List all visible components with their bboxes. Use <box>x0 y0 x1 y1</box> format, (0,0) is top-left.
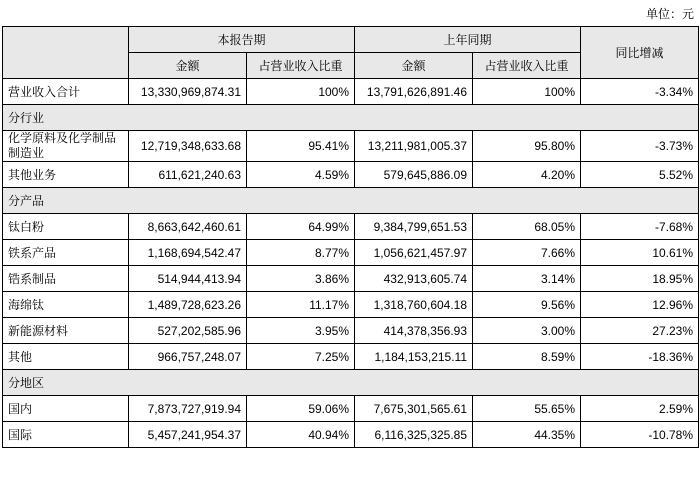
row-prior-share: 9.56% <box>473 292 581 318</box>
row-current-share: 7.25% <box>247 344 355 370</box>
header-row-groups <box>3 27 699 53</box>
header-cell-prior-share: 占营业收入比重 <box>473 53 581 79</box>
row-growth: -3.73% <box>581 131 699 162</box>
row-prior-share: 95.80% <box>473 131 581 162</box>
row-current-share: 3.86% <box>247 266 355 292</box>
row-current-amount: 966,757,248.07 <box>129 344 247 370</box>
row-current-amount: 1,168,694,542.47 <box>129 240 247 266</box>
row-prior-share: 68.05% <box>473 214 581 240</box>
row-current-share: 95.41% <box>247 131 355 162</box>
row-label: 其他 <box>3 344 129 370</box>
row-label: 铁系产品 <box>3 240 129 266</box>
row-prior-share: 8.59% <box>473 344 581 370</box>
row-prior-share: 7.66% <box>473 240 581 266</box>
table-row <box>3 292 699 318</box>
header-cell-category <box>3 27 129 79</box>
row-prior-amount: 432,913,605.74 <box>355 266 473 292</box>
row-prior-amount: 13,211,981,005.37 <box>355 131 473 162</box>
row-prior-amount: 6,116,325,325.85 <box>355 422 473 448</box>
row-prior-share: 3.00% <box>473 318 581 344</box>
row-current-amount: 514,944,413.94 <box>129 266 247 292</box>
table-row <box>3 214 699 240</box>
header-cell-current-share: 占营业收入比重 <box>247 53 355 79</box>
row-prior-amount: 414,378,356.93 <box>355 318 473 344</box>
row-label: 钛白粉 <box>3 214 129 240</box>
table-row <box>3 318 699 344</box>
table-row <box>3 162 699 188</box>
row-label: 营业收入合计 <box>3 79 129 105</box>
table-row <box>3 131 699 162</box>
table-body <box>3 79 699 448</box>
section-label: 分产品 <box>3 188 699 214</box>
row-current-share: 64.99% <box>247 214 355 240</box>
row-label: 国际 <box>3 422 129 448</box>
table-header <box>3 27 699 79</box>
row-prior-share: 4.20% <box>473 162 581 188</box>
row-current-share: 59.06% <box>247 396 355 422</box>
row-label: 化学原料及化学制品制造业 <box>3 131 129 162</box>
table-row <box>3 266 699 292</box>
header-cell-current-period: 本报告期 <box>129 27 355 53</box>
row-growth: 5.52% <box>581 162 699 188</box>
row-prior-amount: 1,184,153,215.11 <box>355 344 473 370</box>
table-row <box>3 344 699 370</box>
row-label: 其他业务 <box>3 162 129 188</box>
table-row <box>3 422 699 448</box>
row-prior-amount: 9,384,799,651.53 <box>355 214 473 240</box>
table-section-row <box>3 188 699 214</box>
table-row <box>3 396 699 422</box>
row-growth: -3.34% <box>581 79 699 105</box>
row-growth: -18.36% <box>581 344 699 370</box>
row-current-share: 100% <box>247 79 355 105</box>
table-section-row <box>3 370 699 396</box>
row-prior-share: 44.35% <box>473 422 581 448</box>
row-current-share: 11.17% <box>247 292 355 318</box>
header-cell-prior-amount: 金额 <box>355 53 473 79</box>
row-current-amount: 5,457,241,954.37 <box>129 422 247 448</box>
table-section-row <box>3 105 699 131</box>
row-prior-share: 3.14% <box>473 266 581 292</box>
row-prior-amount: 7,675,301,565.61 <box>355 396 473 422</box>
table-row <box>3 79 699 105</box>
row-label: 新能源材料 <box>3 318 129 344</box>
row-growth: 2.59% <box>581 396 699 422</box>
revenue-breakdown-table <box>2 26 699 448</box>
row-prior-amount: 1,056,621,457.97 <box>355 240 473 266</box>
row-prior-share: 55.65% <box>473 396 581 422</box>
row-current-share: 4.59% <box>247 162 355 188</box>
header-cell-prior-period: 上年同期 <box>355 27 581 53</box>
section-label: 分行业 <box>3 105 699 131</box>
header-cell-growth: 同比增减 <box>581 27 699 79</box>
unit-note: 单位：元 <box>645 7 694 21</box>
row-growth: -7.68% <box>581 214 699 240</box>
row-growth: 12.96% <box>581 292 699 318</box>
row-current-amount: 13,330,969,874.31 <box>129 79 247 105</box>
row-current-amount: 8,663,642,460.61 <box>129 214 247 240</box>
row-current-amount: 12,719,348,633.68 <box>129 131 247 162</box>
row-growth: 27.23% <box>581 318 699 344</box>
row-growth: 18.95% <box>581 266 699 292</box>
row-growth: -10.78% <box>581 422 699 448</box>
row-prior-amount: 1,318,760,604.18 <box>355 292 473 318</box>
row-prior-amount: 13,791,626,891.46 <box>355 79 473 105</box>
header-cell-current-amount: 金额 <box>129 53 247 79</box>
row-current-amount: 527,202,585.96 <box>129 318 247 344</box>
table-row <box>3 240 699 266</box>
row-growth: 10.61% <box>581 240 699 266</box>
row-current-amount: 611,621,240.63 <box>129 162 247 188</box>
row-current-share: 3.95% <box>247 318 355 344</box>
row-prior-amount: 579,645,886.09 <box>355 162 473 188</box>
section-label: 分地区 <box>3 370 699 396</box>
row-prior-share: 100% <box>473 79 581 105</box>
row-label: 海绵钛 <box>3 292 129 318</box>
row-label: 锆系制品 <box>3 266 129 292</box>
row-current-share: 40.94% <box>247 422 355 448</box>
row-current-amount: 1,489,728,623.26 <box>129 292 247 318</box>
row-label: 国内 <box>3 396 129 422</box>
row-current-amount: 7,873,727,919.94 <box>129 396 247 422</box>
row-current-share: 8.77% <box>247 240 355 266</box>
